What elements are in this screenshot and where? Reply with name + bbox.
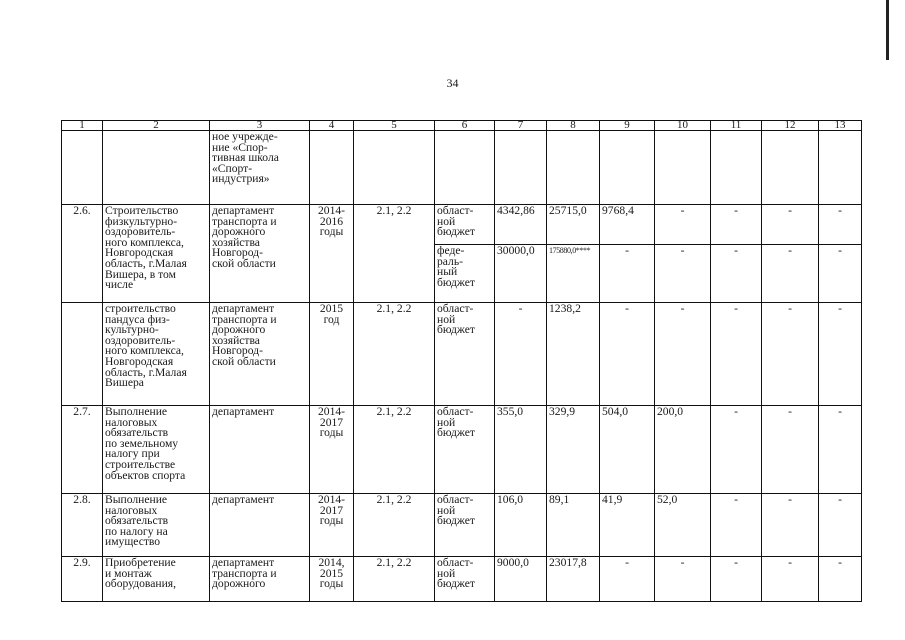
scan-edge-mark [886,0,889,60]
value-cell: - [711,205,762,245]
value-cell: 355,0 [495,406,547,494]
value-cell: - [819,303,862,406]
value-cell: - [600,245,655,303]
page-number: 34 [446,76,459,90]
executor-cell: департамент [210,406,310,494]
value-cell: - [655,303,711,406]
goals-cell: 2.1, 2.2 [354,303,435,406]
column-header: 6 [435,121,495,131]
value-cell: 504,0 [600,406,655,494]
funding-source: област- ной бюджет [435,406,495,494]
value-cell: - [762,494,819,557]
value-cell: - [600,557,655,602]
column-header: 12 [762,121,819,131]
column-header: 2 [103,121,210,131]
item-number: 2.8. [62,494,103,557]
table-row [62,303,862,406]
column-header: 3 [210,121,310,131]
value-cell: 175880,0**** [547,245,600,303]
goals-cell: 2.1, 2.2 [354,494,435,557]
funding-source: феде- раль- ный бюджет [435,245,495,303]
column-header: 7 [495,121,547,131]
value-cell: - [762,303,819,406]
executor-cell: департамент [210,494,310,557]
executor-cell: ное учрежде- ние «Спор- тивная школа «Спорт- индустрия» [210,131,310,205]
item-name: Приобретение и монтаж оборудования, [103,557,210,602]
column-header: 13 [819,121,862,131]
value-cell: 200,0 [655,406,711,494]
value-cell: 9000,0 [495,557,547,602]
value-cell: - [655,557,711,602]
years-cell: 2014- 2016 годы [310,205,354,303]
item-number: 2.9. [62,557,103,602]
value-cell: - [762,557,819,602]
goals-cell: 2.1, 2.2 [354,406,435,494]
table-row [62,406,862,494]
value-cell: 89,1 [547,494,600,557]
value-cell: - [711,557,762,602]
funding-source: област- ной бюджет [435,557,495,602]
value-cell: - [819,557,862,602]
item-name: строительство пандуса физ- культурно- оздоровитель- ного комплекса, Новгородская область, г.Малая Вишера [103,303,210,406]
item-name: Выполнение налоговых обязательств по налогу на имущество [103,494,210,557]
table-row [62,494,862,557]
value-cell: - [655,205,711,245]
goals-cell: 2.1, 2.2 [354,205,435,303]
value-cell: - [600,303,655,406]
column-header: 10 [655,121,711,131]
column-header: 4 [310,121,354,131]
value-cell: 52,0 [655,494,711,557]
value-cell: - [819,205,862,245]
value-cell: - [711,406,762,494]
value-cell: 4342,86 [495,205,547,245]
column-header: 11 [711,121,762,131]
value-cell: 106,0 [495,494,547,557]
funding-source: област- ной бюджет [435,494,495,557]
value-cell: 329,9 [547,406,600,494]
value-cell: 1238,2 [547,303,600,406]
executor-cell: департамент транспорта и дорожного [210,557,310,602]
value-cell: 30000,0 [495,245,547,303]
value-cell: - [495,303,547,406]
value-cell: 41,9 [600,494,655,557]
item-name: Выполнение налоговых обязательств по земельному налогу при строительстве объектов спорта [103,406,210,494]
table-row [62,131,862,205]
value-cell: - [819,406,862,494]
value-cell: 25715,0 [547,205,600,245]
executor-cell: департамент транспорта и дорожного хозяйства Новгород- ской области [210,205,310,303]
item-name: Строительство физкультурно- оздоровитель- ного комплекса, Новгородская область, г.Малая Вишера, в том числе [103,205,210,303]
years-cell: 2014, 2015 годы [310,557,354,602]
value-cell: - [762,406,819,494]
value-cell: - [711,245,762,303]
value-cell: 9768,4 [600,205,655,245]
column-header: 9 [600,121,655,131]
column-header: 5 [354,121,435,131]
funding-source: област- ной бюджет [435,205,495,245]
funding-source: област- ной бюджет [435,303,495,406]
table-row [62,205,862,245]
executor-cell: департамент транспорта и дорожного хозяйства Новгород- ской области [210,303,310,406]
years-cell: 2014- 2017 годы [310,406,354,494]
value-cell: - [819,494,862,557]
column-header: 1 [62,121,103,131]
value-cell: 23017,8 [547,557,600,602]
column-number-row [62,121,862,131]
item-number: 2.7. [62,406,103,494]
program-activities-table [61,120,862,602]
goals-cell: 2.1, 2.2 [354,557,435,602]
years-cell: 2014- 2017 годы [310,494,354,557]
item-number: 2.6. [62,205,103,303]
value-cell: - [762,245,819,303]
column-header: 8 [547,121,600,131]
years-cell: 2015 год [310,303,354,406]
value-cell: - [762,205,819,245]
value-cell: - [711,303,762,406]
table-row [62,557,862,602]
value-cell: - [655,245,711,303]
value-cell: - [711,494,762,557]
value-cell: - [819,245,862,303]
